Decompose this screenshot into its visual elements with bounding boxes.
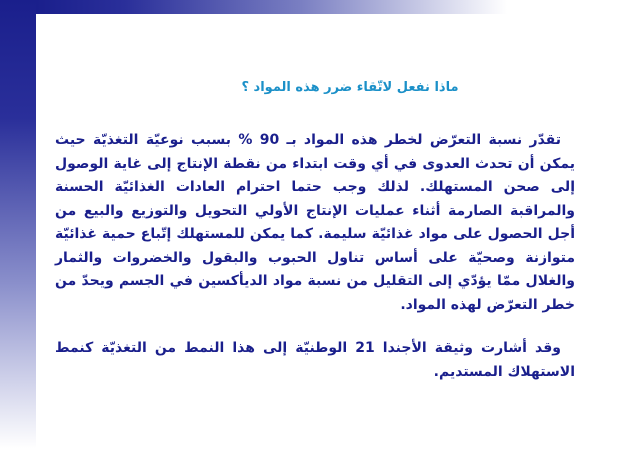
top-gradient-bar xyxy=(36,0,625,14)
paragraph-2: وقد أشارت وثيقة الأجندا 21 الوطنيّة إلى هذا النمط من التغذيّة كنمط الاستهلاك المستديم. xyxy=(55,340,575,380)
left-gradient-bar xyxy=(0,0,36,472)
slide-content xyxy=(50,60,610,384)
paragraph-1: تقدّر نسبة التعرّض لخطر هذه المواد بـ 90 % بسبب نوعيّة التغذيّة حيث يمكن أن تحدث العدوى في أي وقت ابتداء من نقطة الإنتاج إلى غاية الوصول إلى صحن المستهلك. لذلك وجب حتما احترام العادات الغذائيّة الحسنة والمراقبة الصارمة أثناء عمليات الإنتاج الأولي التحويل والتوزيع والبيع من أجل الحصول على مواد غذائيّة سليمة. كما يمكن للمستهلك إتّباع حمية غذائيّة متوازنة وصحيّة على أساس تناول الحبوب والبقول والخضروات والثمار والغلال ممّا يؤدّي إلى التقليل من نسبة مواد الديأكسين في الجسم ويحدّ من خطر التعرّض لهذه المواد. xyxy=(55,132,575,313)
slide-title: ماذا نفعل لاتّقاء ضرر هذه المواد ؟ xyxy=(241,80,459,95)
